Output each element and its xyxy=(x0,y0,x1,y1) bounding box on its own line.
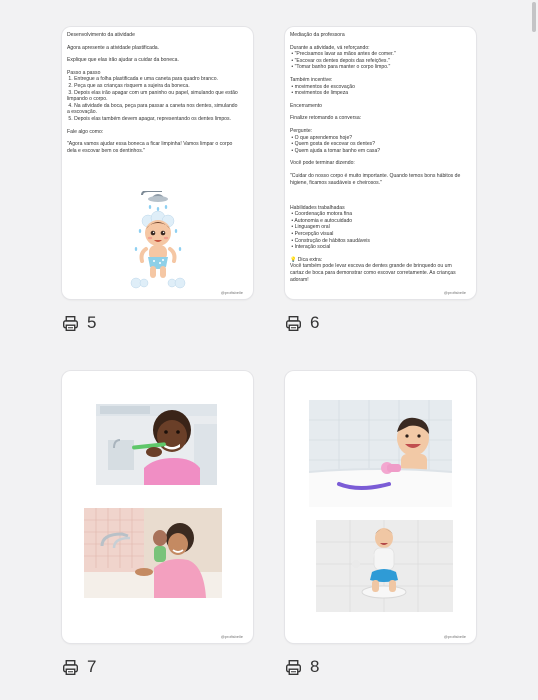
text-block xyxy=(67,45,248,52)
text-line: Desenvolvimento da atividade xyxy=(67,32,135,38)
text-block xyxy=(67,129,248,136)
print-page-8[interactable] xyxy=(285,656,319,678)
text-line: adoram! xyxy=(290,276,309,283)
text-line: Fale algo como: xyxy=(67,128,104,135)
page-5-watermark: @profisbelle xyxy=(220,290,243,295)
text-block xyxy=(290,205,471,251)
text-line: higiene, ficamos saudáveis e cheirosos." xyxy=(290,179,382,186)
text-line: • Interação social xyxy=(290,244,331,251)
text-line: • Coordenação motora fina xyxy=(290,211,353,218)
text-block xyxy=(67,70,248,123)
text-line: Também incentive: xyxy=(290,76,333,83)
page-7-watermark: @profisbelle xyxy=(220,634,243,639)
printer-icon xyxy=(285,315,302,332)
text-line xyxy=(290,192,471,199)
text-line: 2. Peça que as crianças risquem a sujeira da boneca. xyxy=(67,82,190,89)
page-thumbnail-7[interactable] xyxy=(62,371,253,643)
page-8-watermark: @profisbelle xyxy=(443,634,466,639)
text-block xyxy=(290,257,471,283)
text-line: cartaz de boca para demonstrar como escovar corretamente. As crianças xyxy=(290,270,456,277)
text-line: limpando o corpo. xyxy=(67,96,108,103)
text-line: • Linguagem oral xyxy=(290,224,330,231)
text-line: • Construção de hábitos saudáveis xyxy=(290,237,370,244)
text-line: Pergunte: xyxy=(290,127,313,134)
text-line: 3. Depois elas irão apagar com um paninho ou papel, simulando que estão xyxy=(67,89,238,96)
text-block xyxy=(67,57,248,64)
text-block xyxy=(290,45,471,71)
text-line: Encerramento xyxy=(290,102,322,109)
text-line: • Autonomia e autocuidado xyxy=(290,217,353,224)
print-page-5[interactable] xyxy=(62,312,96,334)
printer-icon xyxy=(62,659,79,676)
child-on-potty-photo xyxy=(316,520,453,612)
page-thumbnail-6[interactable] xyxy=(285,27,476,299)
text-line: 4. Na atividade da boca, peça para passar a caneta nos dentes, simulando xyxy=(67,102,238,109)
children-washing-hands-photo xyxy=(84,508,222,598)
page-6-watermark: @profisbelle xyxy=(443,290,466,295)
text-line: • "Precisamos lavar as mãos antes de comer." xyxy=(290,51,396,58)
page-number-5: 5 xyxy=(87,313,97,332)
page-6-text xyxy=(290,32,471,289)
text-line: Você também pode levar escova de dentes grande de brinquedo ou um xyxy=(290,263,452,270)
text-line: Durante a atividade, vá reforçando: xyxy=(290,44,370,51)
child-bath-photo xyxy=(309,400,452,507)
page-thumbnail-8[interactable] xyxy=(285,371,476,643)
text-block xyxy=(290,77,471,97)
print-page-7[interactable] xyxy=(62,656,96,678)
text-line: • Quem gosta de escovar os dentes? xyxy=(290,141,376,148)
text-block xyxy=(290,128,471,154)
page-number-8: 8 xyxy=(310,657,320,676)
text-block xyxy=(290,173,471,186)
text-line: Agora apresente a atividade plastificada. xyxy=(67,44,160,51)
text-block xyxy=(290,32,471,39)
page-number-7: 7 xyxy=(87,657,97,676)
page-number-6: 6 xyxy=(310,313,320,332)
printer-icon xyxy=(285,659,302,676)
child-shower-illustration xyxy=(122,191,194,289)
text-line: Finalize retomando a conversa: xyxy=(290,115,362,122)
boy-brushing-teeth-photo xyxy=(96,404,217,485)
text-line: Explique que elas irão ajudar a cuidar da boneca. xyxy=(67,57,179,64)
text-block xyxy=(290,160,471,167)
text-line: dela e escovar bem os dentinhos." xyxy=(67,147,145,154)
text-block xyxy=(290,103,471,110)
text-block xyxy=(67,32,248,39)
page-5-text xyxy=(67,32,248,160)
text-line: Passo a passo xyxy=(67,69,101,76)
text-line: • O que aprendemos hoje? xyxy=(290,134,353,141)
text-line: • movimentos de escovação xyxy=(290,83,355,90)
text-line: 1. Entregue a folha plastificada e uma caneta para quadro branco. xyxy=(67,76,218,83)
text-line: a escovação. xyxy=(67,109,98,116)
text-line: "Agora vamos ajudar essa boneca a ficar limpinha! Vamos limpar o corpo xyxy=(67,141,233,148)
text-line: • movimentos de limpeza xyxy=(290,90,349,97)
text-line: 5. Depois elas também devem apagar, representando os dentes limpos. xyxy=(67,115,231,122)
text-line: Você pode terminar dizendo: xyxy=(290,160,355,167)
text-line: "Cuidar do nosso corpo é muito importante. Quando temos bons hábitos de xyxy=(290,172,461,179)
printer-icon xyxy=(62,315,79,332)
text-line: Habilidades trabalhadas xyxy=(290,204,345,211)
text-line: • Quem ajuda a tomar banho em casa? xyxy=(290,147,381,154)
text-block xyxy=(290,115,471,122)
text-line: • "Tomar banho para manter o corpo limpo." xyxy=(290,64,391,71)
text-line: • Percepção visual xyxy=(290,231,334,238)
scrollbar-thumb[interactable] xyxy=(532,2,536,32)
text-block xyxy=(67,141,248,154)
page-thumbnail-5[interactable] xyxy=(62,27,253,299)
text-line: • "Escovar os dentes depois das refeições." xyxy=(290,57,390,64)
print-page-6[interactable] xyxy=(285,312,319,334)
text-line: Mediação da professora xyxy=(290,32,345,38)
text-block xyxy=(290,192,471,199)
text-line: 💡 Dica extra: xyxy=(290,256,323,263)
scrollbar[interactable] xyxy=(530,0,538,700)
